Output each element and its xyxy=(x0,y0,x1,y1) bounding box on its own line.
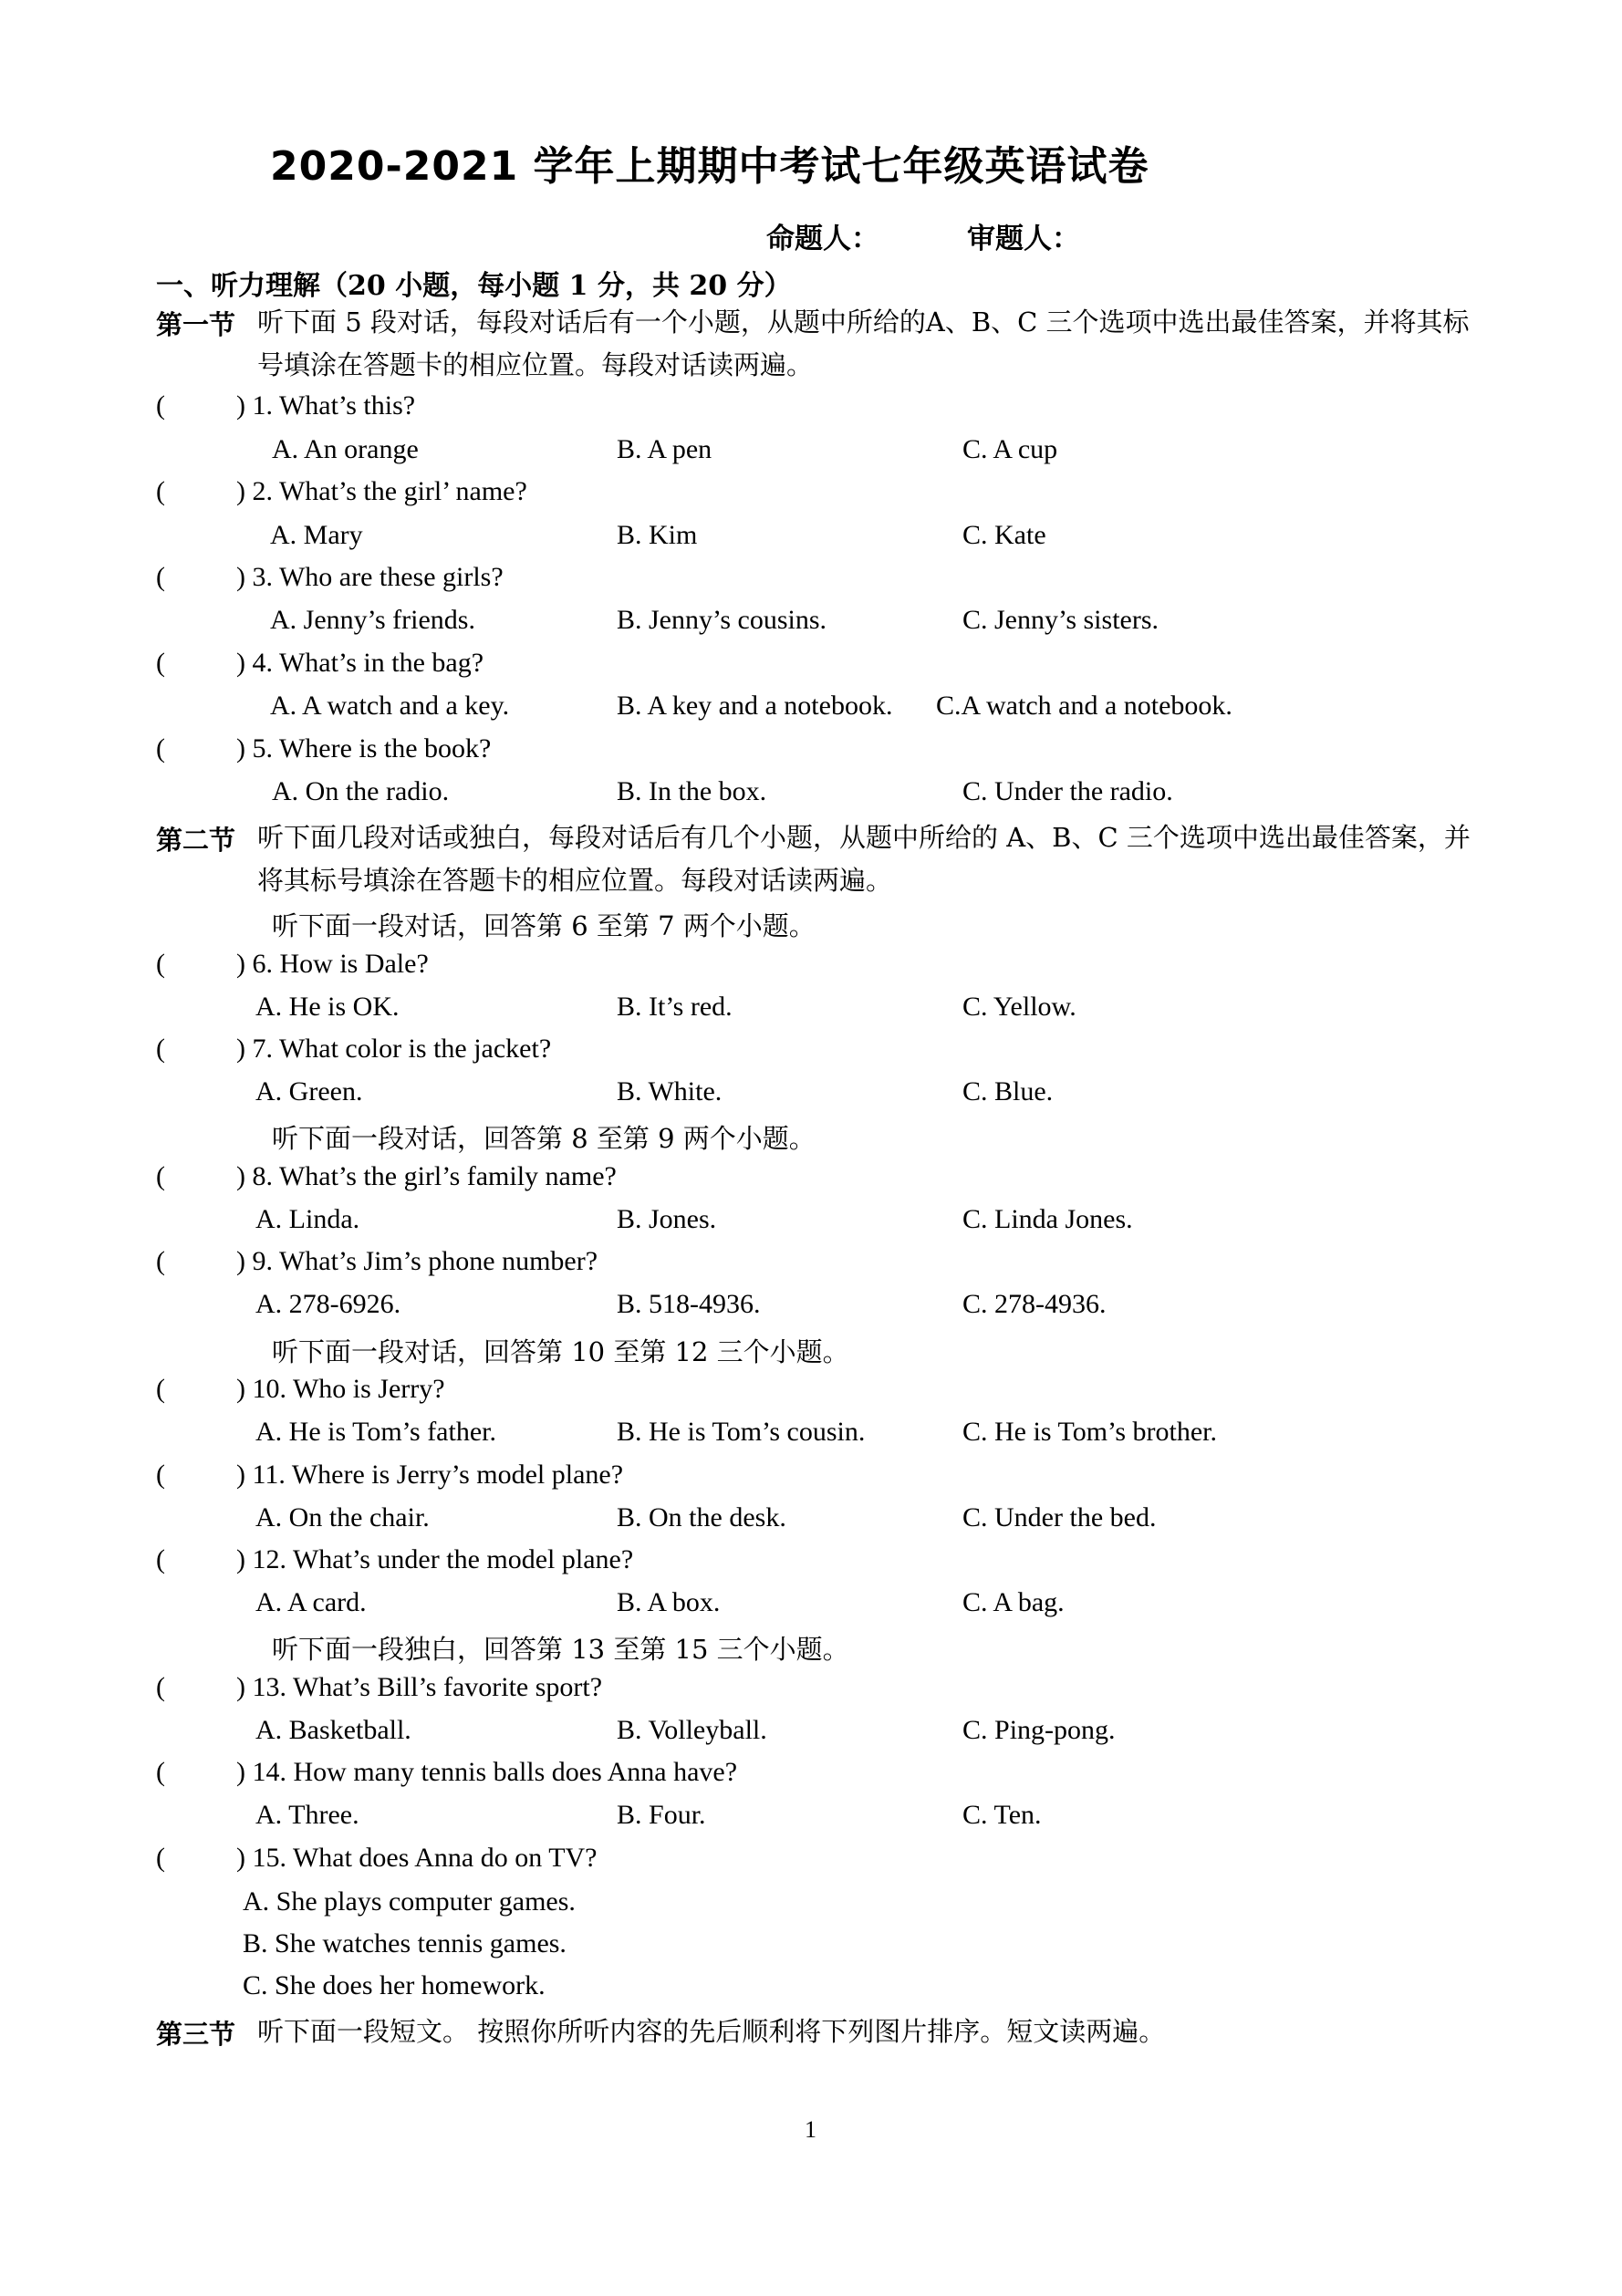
option-b: B. It’s red. xyxy=(617,992,733,1022)
answer-paren: ( xyxy=(156,949,165,979)
section1-label: 第一节 xyxy=(156,309,236,340)
answer-paren: ( xyxy=(156,1672,165,1702)
option-b: B. Volleyball. xyxy=(617,1715,767,1745)
instruction-1: 听下面一段对话，回答第 6 至第 7 两个小题。 xyxy=(272,910,816,941)
answer-paren: ( xyxy=(156,1843,165,1873)
section3-label: 第三节 xyxy=(156,2019,236,2050)
option-a: A. He is Tom’s father. xyxy=(255,1417,496,1447)
answer-paren: ( xyxy=(156,1544,165,1574)
exam-title: 2020-2021 学年上期期中考试七年级英语试卷 xyxy=(270,143,1149,190)
question-text: ) 15. What does Anna do on TV? xyxy=(236,1843,598,1873)
option-c: C. Ten. xyxy=(962,1800,1042,1830)
section2-label: 第二节 xyxy=(156,825,236,856)
option-c: C. Jenny’s sisters. xyxy=(962,605,1159,635)
question-text: ) 14. How many tennis balls does Anna have? xyxy=(236,1757,738,1787)
option-a: A. On the chair. xyxy=(255,1502,430,1532)
option-a: A. On the radio. xyxy=(272,776,450,806)
answer-paren: ( xyxy=(156,562,165,592)
question-text: ) 11. Where is Jerry’s model plane? xyxy=(236,1460,624,1490)
option-a: A. He is OK. xyxy=(255,992,400,1022)
question-text: ) 3. Who are these girls? xyxy=(236,562,504,592)
option-c: C. He is Tom’s brother. xyxy=(962,1417,1218,1447)
option-c: C. Under the radio. xyxy=(962,776,1173,806)
answer-paren: ( xyxy=(156,648,165,678)
option-c: C. Yellow. xyxy=(962,992,1076,1022)
option-b: B. He is Tom’s cousin. xyxy=(617,1417,866,1447)
page-number: 1 xyxy=(805,2116,816,2143)
option-b: B. A box. xyxy=(617,1587,721,1617)
option-c: C. Blue. xyxy=(962,1076,1054,1106)
option-a: A. Jenny’s friends. xyxy=(270,605,475,635)
section1-text: 听下面 5 段对话，每段对话后有一个小题，从题中所给的A、B、C 三个选项中选出最佳答案，并将其标号填涂在答题卡的相应位置。每段对话读两遍。 xyxy=(257,306,1470,380)
option-b: B. She watches tennis games. xyxy=(243,1928,567,1958)
option-a: A. A card. xyxy=(255,1587,367,1617)
section2-text: 听下面几段对话或独白，每段对话后有几个小题，从题中所给的 A、B、C 三个选项中选出最佳答案，并将其标号填涂在答题卡的相应位置。每段对话读两遍。 xyxy=(257,822,1471,896)
question-text: ) 12. What’s under the model plane? xyxy=(236,1544,634,1574)
option-c: C. Kate xyxy=(962,520,1046,550)
answer-paren: ( xyxy=(156,476,165,506)
answer-paren: ( xyxy=(156,390,165,421)
option-c: C. She does her homework. xyxy=(243,1970,546,2000)
question-text: ) 5. Where is the book? xyxy=(236,733,492,764)
option-b: B. Jones. xyxy=(617,1204,717,1234)
option-a: A. Three. xyxy=(255,1800,359,1830)
question-text: ) 4. What’s in the bag? xyxy=(236,648,484,678)
option-a: A. 278-6926. xyxy=(255,1289,401,1319)
option-c: C. Ping-pong. xyxy=(962,1715,1116,1745)
option-b: B. In the box. xyxy=(617,776,767,806)
option-b: B. Four. xyxy=(617,1800,706,1830)
option-a: A. Basketball. xyxy=(255,1715,411,1745)
option-b: B. Kim xyxy=(617,520,698,550)
setter-label: 命题人： xyxy=(766,223,879,255)
option-c: C.A watch and a notebook. xyxy=(936,691,1232,721)
instruction-3: 听下面一段对话，回答第 10 至第 12 三个小题。 xyxy=(272,1336,849,1367)
question-text: ) 9. What’s Jim’s phone number? xyxy=(236,1246,598,1276)
answer-paren: ( xyxy=(156,733,165,764)
answer-paren: ( xyxy=(156,1757,165,1787)
option-a: A. A watch and a key. xyxy=(270,691,510,721)
option-c: C. 278-4936. xyxy=(962,1289,1107,1319)
question-text: ) 8. What’s the girl’s family name? xyxy=(236,1161,617,1191)
answer-paren: ( xyxy=(156,1034,165,1064)
question-text: ) 10. Who is Jerry? xyxy=(236,1374,445,1404)
setters-line xyxy=(766,215,1080,256)
option-a: A. Green. xyxy=(255,1076,363,1106)
option-c: C. A bag. xyxy=(962,1587,1065,1617)
option-b: B. A pen xyxy=(617,434,712,464)
answer-paren: ( xyxy=(156,1246,165,1276)
option-c: C. Under the bed. xyxy=(962,1502,1157,1532)
option-b: B. White. xyxy=(617,1076,723,1106)
section3-text: 听下面一段短文。 按照你所听内容的先后顺利将下列图片排序。短文读两遍。 xyxy=(257,2016,1166,2047)
option-b: B. 518-4936. xyxy=(617,1289,761,1319)
option-a: A. An orange xyxy=(272,434,419,464)
option-b: B. A key and a notebook. xyxy=(617,691,893,721)
option-b: B. Jenny’s cousins. xyxy=(617,605,827,635)
question-text: ) 7. What color is the jacket? xyxy=(236,1034,552,1064)
option-c: C. A cup xyxy=(962,434,1058,464)
option-a: A. She plays computer games. xyxy=(243,1886,576,1917)
part1-heading: 一、听力理解（20 小题，每小题 1 分，共 20 分） xyxy=(156,270,792,302)
instruction-4: 听下面一段独白，回答第 13 至第 15 三个小题。 xyxy=(272,1634,849,1665)
question-text: ) 6. How is Dale? xyxy=(236,949,429,979)
reviewer-label: 审题人： xyxy=(967,223,1080,255)
answer-paren: ( xyxy=(156,1460,165,1490)
question-text: ) 2. What’s the girl’ name? xyxy=(236,476,527,506)
question-text: ) 13. What’s Bill’s favorite sport? xyxy=(236,1672,603,1702)
option-c: C. Linda Jones. xyxy=(962,1204,1133,1234)
option-a: A. Linda. xyxy=(255,1204,360,1234)
answer-paren: ( xyxy=(156,1161,165,1191)
question-text: ) 1. What’s this? xyxy=(236,390,416,421)
option-a: A. Mary xyxy=(270,520,363,550)
option-b: B. On the desk. xyxy=(617,1502,786,1532)
instruction-2: 听下面一段对话，回答第 8 至第 9 两个小题。 xyxy=(272,1123,816,1154)
answer-paren: ( xyxy=(156,1374,165,1404)
